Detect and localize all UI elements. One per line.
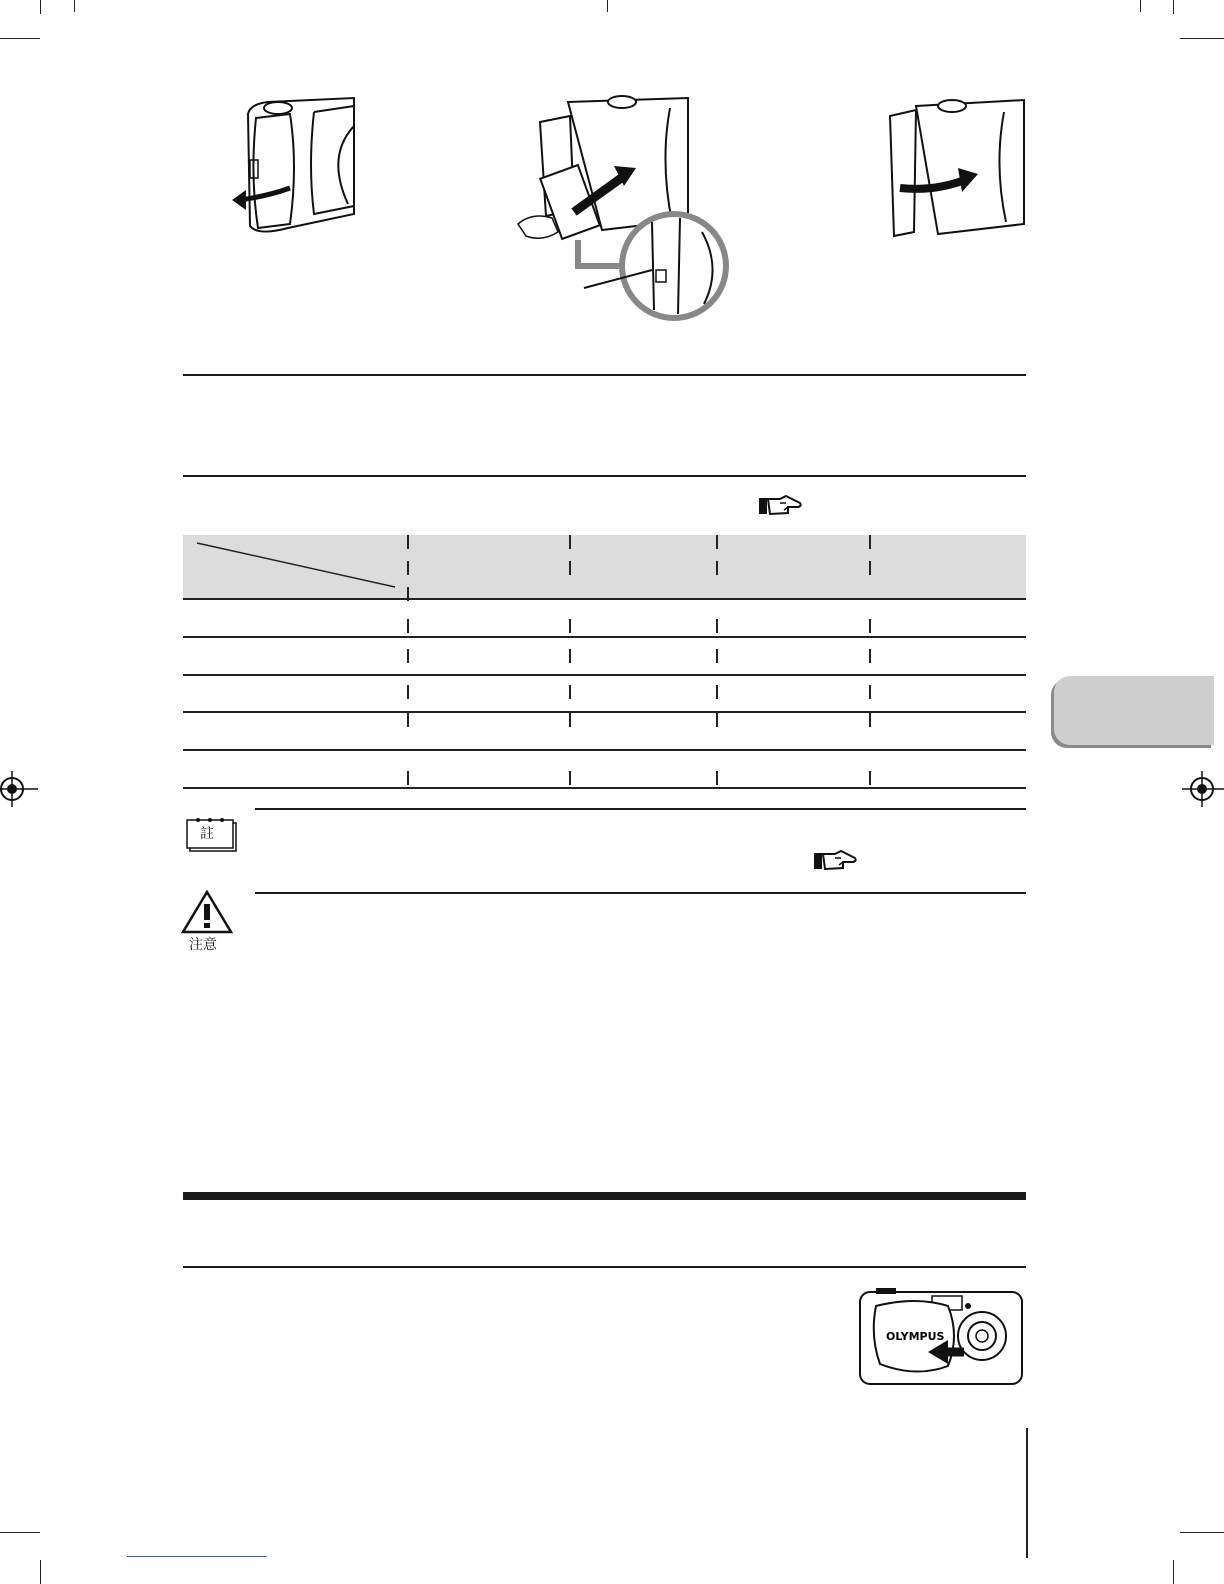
column-tick <box>716 561 718 575</box>
table-row-divider <box>183 711 1026 713</box>
column-tick <box>716 649 718 663</box>
crop-mark <box>1173 1560 1174 1584</box>
table-row-divider <box>183 674 1026 676</box>
specification-table <box>183 535 1026 788</box>
column-tick <box>569 685 571 699</box>
column-tick <box>716 771 718 785</box>
page-edge-rule <box>1026 1428 1028 1558</box>
column-tick <box>407 535 409 549</box>
pointing-hand-icon <box>758 495 802 517</box>
crop-mark <box>1173 0 1174 14</box>
column-tick <box>569 771 571 785</box>
column-tick <box>869 619 871 633</box>
column-tick <box>407 685 409 699</box>
column-tick <box>869 649 871 663</box>
column-tick <box>716 685 718 699</box>
column-tick <box>407 619 409 633</box>
camera-brand-label: OLYMPUS <box>886 1330 945 1343</box>
footer-link-underline[interactable] <box>127 1556 267 1557</box>
pointing-hand-icon <box>813 850 857 872</box>
column-tick <box>569 561 571 575</box>
note-rule <box>255 808 1026 810</box>
column-tick <box>569 535 571 549</box>
column-tick <box>716 535 718 549</box>
crop-mark <box>1180 1532 1224 1533</box>
table-row-divider <box>183 749 1026 751</box>
crop-mark <box>607 0 608 12</box>
section-rule <box>183 1266 1026 1268</box>
note-rule <box>255 892 1026 894</box>
crop-mark <box>0 38 40 39</box>
column-tick <box>869 713 871 727</box>
table-row-divider <box>183 598 1026 600</box>
illustration-close-cover <box>886 96 1026 242</box>
heading-bar <box>183 1192 1026 1200</box>
chapter-tab <box>1054 676 1214 745</box>
crop-mark <box>40 1560 41 1584</box>
column-tick <box>869 771 871 785</box>
registration-mark-left <box>0 769 40 809</box>
column-tick <box>407 587 409 601</box>
column-tick <box>569 619 571 633</box>
illustration-insert-card <box>512 92 732 324</box>
memo-label: 註 <box>200 826 214 842</box>
crop-mark <box>0 1532 40 1533</box>
table-row-divider <box>183 787 1026 789</box>
crop-mark <box>1140 0 1141 12</box>
column-tick <box>407 771 409 785</box>
table-diagonal-header-cell <box>183 535 403 598</box>
registration-mark-right <box>1180 769 1224 809</box>
column-tick <box>569 649 571 663</box>
section-rule <box>183 475 1026 477</box>
column-tick <box>869 535 871 549</box>
column-tick <box>716 619 718 633</box>
crop-mark <box>1180 38 1224 39</box>
column-tick <box>716 713 718 727</box>
crop-mark <box>74 0 75 12</box>
column-tick <box>869 685 871 699</box>
section-rule <box>183 374 1026 376</box>
table-row-divider <box>183 636 1026 638</box>
column-tick <box>569 713 571 727</box>
column-tick <box>869 561 871 575</box>
caution-label: 注意 <box>189 937 217 953</box>
crop-mark <box>40 0 41 14</box>
column-tick <box>407 561 409 575</box>
illustration-camera-front <box>856 1286 1026 1386</box>
column-tick <box>407 649 409 663</box>
column-tick <box>407 713 409 727</box>
illustration-open-cover <box>228 96 358 242</box>
